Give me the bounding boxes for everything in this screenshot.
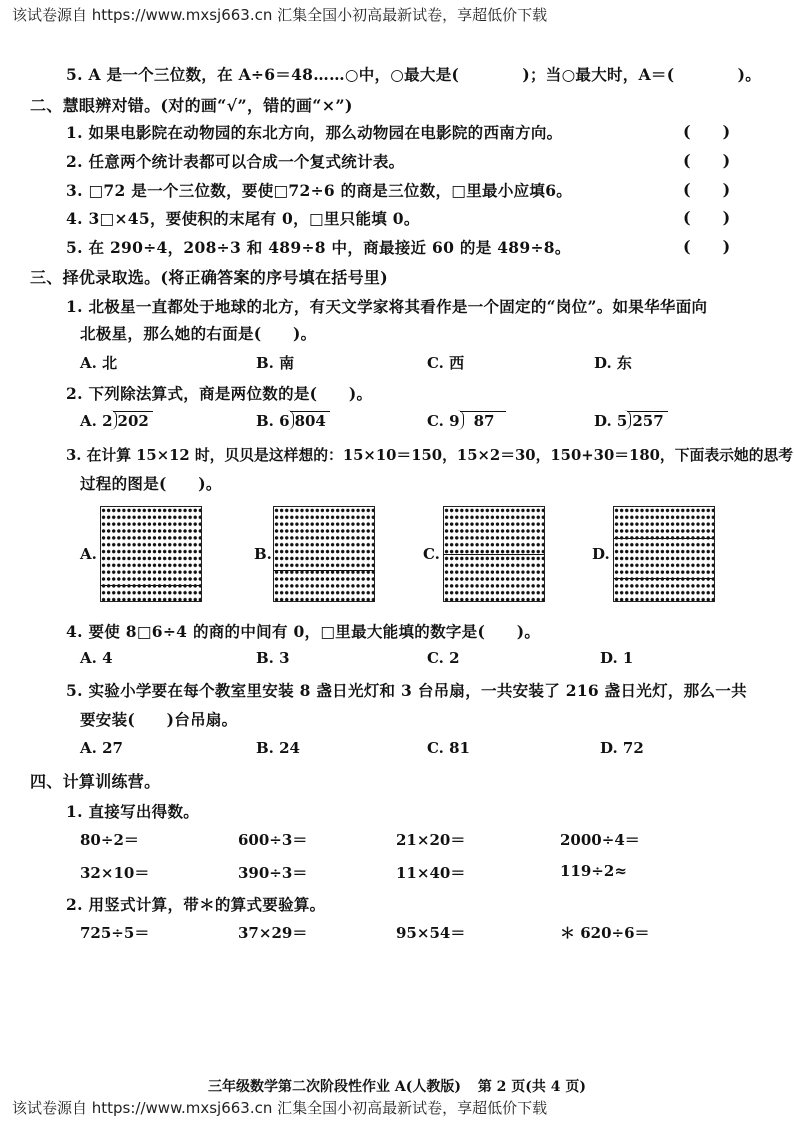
judge-item-1: 1. 如果电影院在动物园的东北方向，那么动物园在电影院的西南方向。: [66, 123, 563, 142]
choice-2-option-b[interactable]: [256, 411, 330, 430]
choice-2-option-c[interactable]: [427, 411, 506, 430]
section-3-title: 三、择优录取选。(将正确答案的序号填在括号里): [30, 268, 389, 287]
choice-4-option-b[interactable]: B. 3: [256, 649, 290, 667]
calc-2-3: 11×40＝: [396, 864, 466, 882]
judge-item-2: 2. 任意两个统计表都可以合成一个复式统计表。: [66, 152, 405, 171]
choice-3-figure-c-label[interactable]: C.: [423, 545, 440, 563]
watermark-top: 该试卷源自 https://www.mxsj663.cn 汇集全国小初高最新试卷，享超低价下载: [12, 6, 548, 24]
calc-2-2: 390÷3＝: [238, 864, 308, 882]
calc-1-2: 600÷3＝: [238, 831, 308, 849]
calc-1-4: 2000÷4＝: [560, 831, 640, 849]
vertical-calc-3: 95×54＝: [396, 924, 466, 942]
choice-4-option-c[interactable]: C. 2: [427, 649, 460, 667]
vertical-calc-1: 725÷5＝: [80, 924, 150, 942]
footer-page-number: 第 2 页(共 4 页): [477, 1079, 587, 1095]
choice-1-stem-line2: 北极星，那么她的右面是( )。: [80, 324, 317, 343]
choice-3-figure-c-dot-grid[interactable]: [443, 506, 545, 602]
choice-2-option-a[interactable]: [80, 411, 153, 430]
judge-item-4: 4. 3□×45，要使积的末尾有 0，□里只能填 0。: [66, 209, 420, 228]
choice-2-stem: 2. 下列除法算式，商是两位数的是( )。: [66, 384, 373, 403]
footer-title: 三年级数学第二次阶段性作业 A(人教版): [207, 1079, 461, 1095]
choice-2-option-a-dividend: 202: [113, 411, 153, 430]
choice-5-stem-line1: 5. 实验小学要在每个教室里安装 8 盏日光灯和 3 台吊扇，一共安装了 216 盏日光灯，那么一共: [66, 681, 747, 700]
judge-answer-5[interactable]: ( ): [683, 237, 731, 256]
judge-item-5: 5. 在 290÷4，208÷3 和 489÷8 中，商最接近 60 的是 489÷8。: [66, 238, 571, 257]
choice-2-option-d-label: D. 5: [594, 412, 628, 430]
judge-answer-2[interactable]: ( ): [683, 151, 731, 170]
choice-2-option-a-label: A. 2: [80, 412, 113, 430]
choice-2-option-b-label: B. 6: [256, 412, 290, 430]
judge-answer-4[interactable]: ( ): [683, 208, 731, 227]
judge-answer-1[interactable]: ( ): [683, 122, 731, 141]
calc-sub-1-title: 1. 直接写出得数。: [66, 802, 200, 821]
choice-1-option-c[interactable]: C. 西: [427, 354, 465, 372]
grid-separator-line: [274, 570, 374, 571]
vertical-calc-4: ＊ 620÷6＝: [560, 924, 650, 942]
choice-3-figure-d-label[interactable]: D.: [592, 545, 610, 563]
choice-3-figure-a-label[interactable]: A.: [80, 545, 97, 563]
grid-separator-line: [101, 585, 201, 586]
grid-separator-line: [444, 554, 544, 555]
choice-4-option-a[interactable]: A. 4: [80, 649, 113, 667]
calc-1-3: 21×20＝: [396, 831, 466, 849]
choice-5-option-c[interactable]: C. 81: [427, 739, 470, 757]
judge-answer-3[interactable]: ( ): [683, 180, 731, 199]
choice-2-option-c-dividend: 87: [460, 411, 507, 430]
grid-separator-line: [614, 538, 714, 539]
fill-question-5: 5. A 是一个三位数，在 A÷6＝48……○中，○最大是( )；当○最大时，A＝( )。: [66, 65, 762, 84]
calc-2-1: 32×10＝: [80, 864, 150, 882]
choice-1-option-a[interactable]: A. 北: [80, 354, 118, 372]
choice-5-option-b[interactable]: B. 24: [256, 739, 300, 757]
choice-2-option-d[interactable]: [594, 411, 668, 430]
page-footer: [0, 1076, 794, 1096]
choice-4-stem: 4. 要使 8□6÷4 的商的中间有 0，□里最大能填的数字是( )。: [66, 622, 541, 641]
choice-3-figure-d-dot-grid[interactable]: [613, 506, 715, 602]
calc-sub-2-title: 2. 用竖式计算，带＊的算式要验算。: [66, 895, 326, 914]
choice-2-option-b-dividend: 804: [290, 411, 330, 430]
judge-item-3: 3. □72 是一个三位数，要使□72÷6 的商是三位数，□里最小应填6。: [66, 181, 573, 200]
choice-3-figure-b-dot-grid[interactable]: [273, 506, 375, 602]
section-2-title: 二、慧眼辨对错。(对的画“√”，错的画“×”): [30, 96, 353, 115]
vertical-calc-2: 37×29＝: [238, 924, 308, 942]
choice-3-figure-a-dot-grid[interactable]: [100, 506, 202, 602]
choice-2-option-d-dividend: 257: [627, 411, 667, 430]
calc-2-4: 119÷2≈: [560, 862, 627, 880]
choice-3-stem-line2: 过程的图是( )。: [80, 474, 222, 493]
choice-5-option-d[interactable]: D. 72: [600, 739, 644, 757]
section-4-title: 四、计算训练营。: [30, 772, 161, 791]
grid-separator-line: [614, 578, 714, 579]
choice-4-option-d[interactable]: D. 1: [600, 649, 634, 667]
calc-1-1: 80÷2＝: [80, 831, 139, 849]
watermark-bottom: 该试卷源自 https://www.mxsj663.cn 汇集全国小初高最新试卷，享超低价下载: [12, 1099, 548, 1117]
choice-1-option-d[interactable]: D. 东: [594, 354, 632, 372]
choice-3-stem-line1: 3. 在计算 15×12 时，贝贝是这样想的：15×10＝150，15×2＝30，150+30＝180，下面表示她的思考: [66, 447, 794, 464]
choice-1-option-b[interactable]: B. 南: [256, 354, 295, 372]
choice-3-figure-b-label[interactable]: B.: [254, 545, 272, 563]
choice-5-stem-line2: 要安装( )台吊扇。: [80, 710, 238, 729]
choice-2-option-c-label: C. 9: [427, 412, 460, 430]
choice-1-stem-line1: 1. 北极星一直都处于地球的北方，有天文学家将其看作是一个固定的“岗位”。如果华华面向: [66, 297, 708, 316]
choice-5-option-a[interactable]: A. 27: [80, 739, 123, 757]
